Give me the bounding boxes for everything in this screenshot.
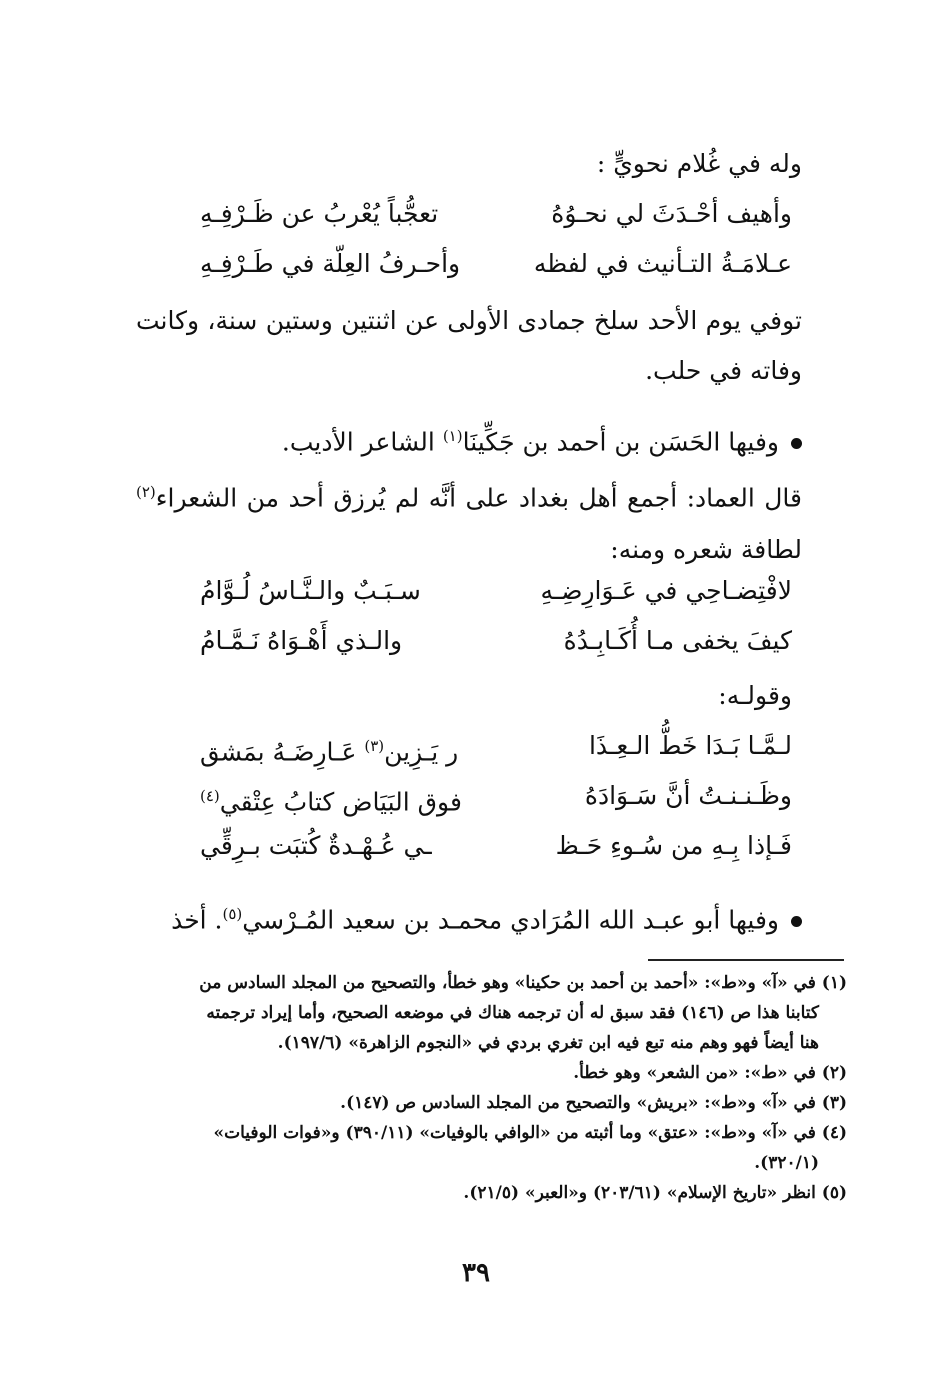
entry-hasan-tail: الشاعر الأديب. bbox=[281, 427, 443, 457]
footnote-1-line-2: كتابنا هذا ص (١٤٦) فقد سبق له أن ترجمه هناك في موضعه الصحيح، وأما إيراد ترجمته bbox=[206, 1003, 819, 1023]
verse-3-second-hemistich: سـبَـبٌ والـنَّـاسُ لُـوَّامُ bbox=[200, 576, 421, 605]
verse-6-first-hemistich: وظَـنـنـتُ أنَّ سَـوَادَهُ bbox=[584, 781, 792, 810]
entry-muradi-text: وفيها أبو عبـد الله المُرَادي محمـد بن سعيد المُـرْسي bbox=[242, 905, 779, 935]
verse-5-second-text: ر يَـزِين bbox=[384, 737, 459, 767]
footnote-5: (٥) انظر «تاريخ الإسلام» (٢٠٣/٦١) و«العبر» (٢١/٥). bbox=[463, 1183, 847, 1203]
entry-muradi-tail: . أخذ bbox=[171, 905, 223, 935]
entry-muradi bbox=[171, 896, 802, 938]
footnote-ref-4: (٤) bbox=[200, 787, 220, 805]
verse-6-second-text: فوق البَيَاض كتابُ عِتْقي bbox=[219, 787, 462, 817]
footnote-ref-5: (٥) bbox=[222, 905, 243, 923]
footnote-ref-3: (٣) bbox=[364, 737, 385, 755]
bullet-icon bbox=[791, 438, 802, 449]
page-number: ٣٩ bbox=[462, 1258, 490, 1288]
verse-2-first-hemistich: عـلامَـةُ التـأنيث في لفظه bbox=[533, 249, 792, 278]
poem-intro: وله في غُلام نحويٍّ : bbox=[596, 149, 802, 178]
verse-3-first-hemistich: لافْتِضـاحِي في عَـوَارِضِـهِ bbox=[540, 576, 792, 605]
footnote-2: (٢) في «ط»: «من الشعر» وهو خطأ. bbox=[573, 1063, 847, 1083]
poem-intro-2: وقولـه: bbox=[718, 681, 792, 710]
verse-6-second-hemistich bbox=[200, 778, 462, 820]
bullet-icon bbox=[791, 916, 802, 927]
footnote-4-line-2: (٣٢٠/١). bbox=[754, 1153, 819, 1173]
verse-1-second-hemistich: تعجُّباً يُعْربُ عن ظَـرْفِـهِ bbox=[200, 199, 439, 228]
verse-5-second-tail: عَـارِضَـهُ بمَشق bbox=[200, 737, 365, 767]
verse-7-second-hemistich: ـي عُـهْـدةٌ كُتبَت بـرِقِّي bbox=[200, 831, 432, 860]
death-paragraph: توفي يوم الأحد سلخ جمادى الأولى عن اثنتين وستين سنة، وكانت وفاته في حلب. bbox=[136, 306, 802, 385]
footnote-ref-1: (١) bbox=[442, 427, 463, 445]
verse-1-first-hemistich: وأهيف أحْـدَثَ لي نحـوُهُ bbox=[551, 199, 792, 228]
verse-5-first-hemistich: لـمَّـا بَـدَا خَطُّ الـعِـذَا bbox=[588, 731, 792, 760]
footnote-ref-2: (٢) bbox=[136, 483, 156, 501]
entry-hasan bbox=[282, 418, 802, 460]
footnote-divider bbox=[648, 959, 844, 961]
imad-text: قال العماد: أجمع أهل بغداد على أنَّه لم يُرزق أحد من الشعراء bbox=[155, 483, 802, 513]
imad-paragraph bbox=[136, 466, 802, 576]
footnote-3: (٣) في «آ» و«ط»: «بريش» والتصحيح من المجلد السادس ص (١٤٧). bbox=[340, 1093, 847, 1113]
footnote-4-line-1: (٤) في «آ» و«ط»: «عتق» وما أثبته من «الوافي بالوفيات» (٣٩٠/١١) و«فوات الوفيات» bbox=[213, 1123, 847, 1143]
verse-4-second-hemistich: والـذي أَهْـوَاهُ نَـمَّـامُ bbox=[200, 626, 403, 655]
entry-hasan-text: وفيها الحَسَن بن أحمد بن جَكِّينَا bbox=[462, 427, 779, 457]
verse-4-first-hemistich: كيفَ يخفى مـا أُكَـابِـدُهُ bbox=[563, 626, 792, 655]
footnotes bbox=[135, 968, 847, 1208]
footnote-1-line-1: (١) في «آ» و«ط»: «أحمد بن أحمد بن حكينا» وهو خطأ، والتصحيح من المجلد السادس من bbox=[199, 973, 847, 993]
verse-7-first-hemistich: فَـإذا بِـهِ من سُـوءِ حَـظ bbox=[555, 831, 792, 860]
verse-2-second-hemistich: وأحـرفُ العِلّة في طَـرْفِـهِ bbox=[200, 249, 461, 278]
verse-5-second-hemistich bbox=[200, 728, 458, 770]
imad-tail: لطافة شعره ومنه: bbox=[610, 535, 802, 565]
footnote-1-line-3: هنا أيضاً فهو وهم منه تبع فيه ابن تغري بردي في «النجوم الزاهرة» (١٩٧/٦). bbox=[277, 1033, 819, 1053]
